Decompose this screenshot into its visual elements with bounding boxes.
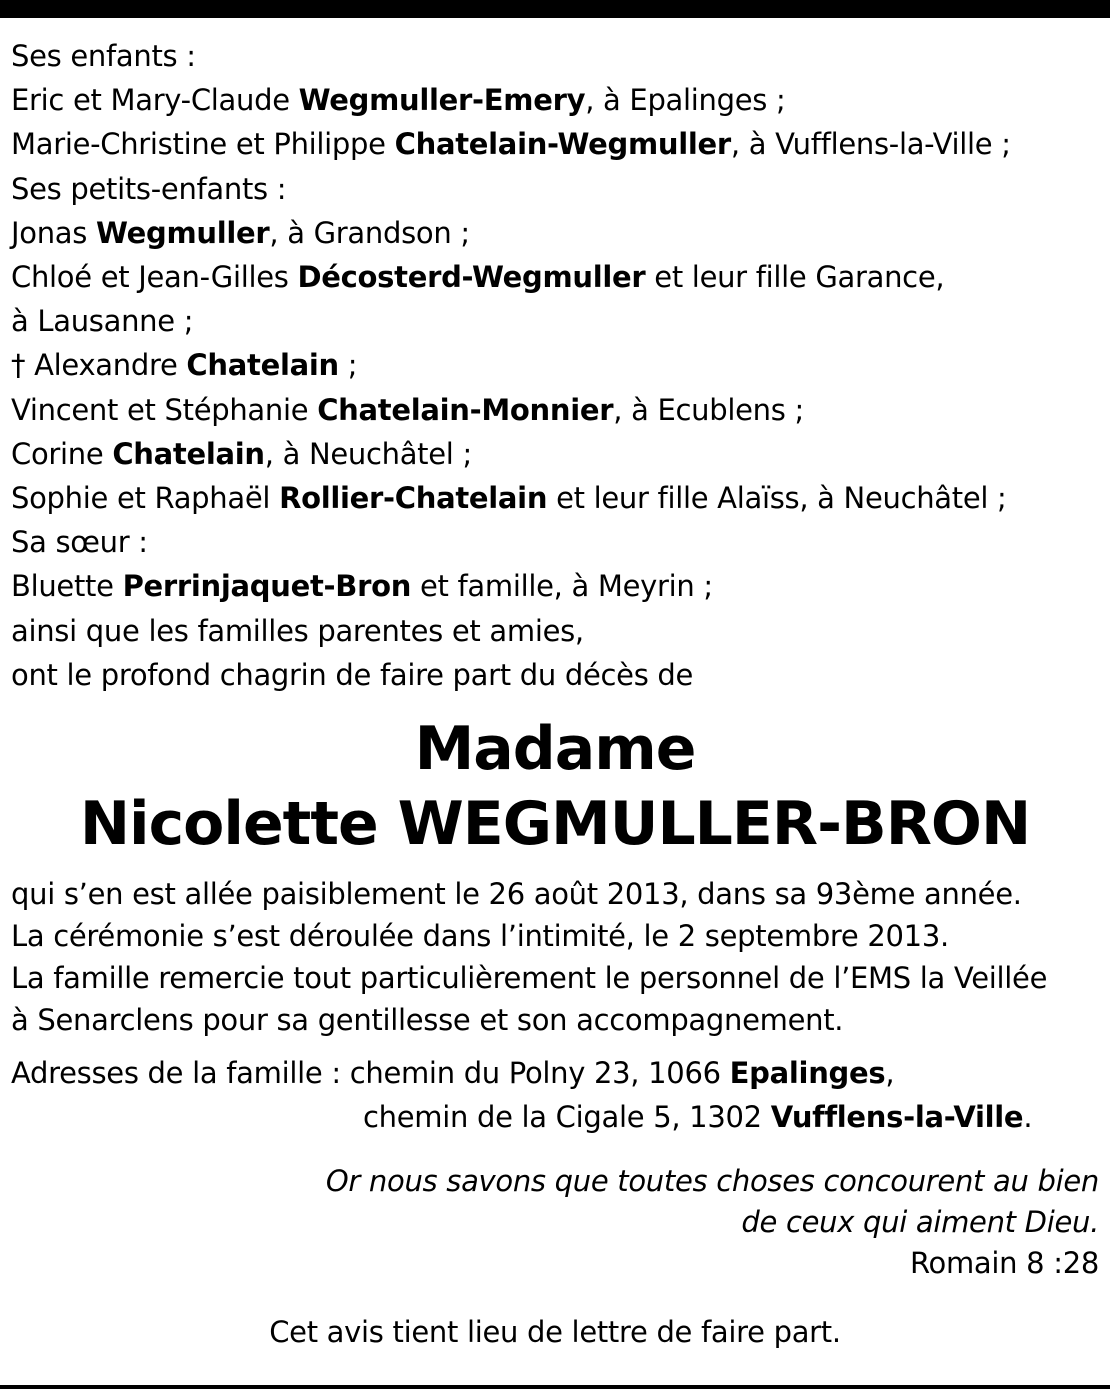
bottom-rule xyxy=(0,1385,1110,1389)
list-item-suffix: et leur fille Alaïss, à Neuchâtel ; xyxy=(547,481,1007,516)
list-item xyxy=(11,564,1099,608)
details-line: à Senarclens pour sa gentillesse et son accompagnement. xyxy=(11,1003,844,1038)
list-item-suffix: , à Ecublens ; xyxy=(613,392,804,427)
address-punctuation: . xyxy=(1023,1100,1033,1135)
family-name: Décosterd-Wegmuller xyxy=(297,260,646,295)
list-item xyxy=(11,78,1099,122)
obituary-notice xyxy=(11,34,1099,1352)
family-name: Wegmuller-Emery xyxy=(298,83,586,118)
list-item-prefix: Sophie et Raphaël xyxy=(11,481,280,516)
list-item-prefix: Chloé et Jean-Gilles xyxy=(11,260,298,295)
bible-verse xyxy=(11,1161,1099,1284)
family-name: Wegmuller xyxy=(95,215,270,250)
family-name: Chatelain-Wegmuller xyxy=(394,127,731,162)
list-item xyxy=(11,211,1099,255)
address-row xyxy=(11,1095,1099,1139)
list-item-prefix: † Alexandre xyxy=(11,348,187,383)
list-item xyxy=(11,255,1099,299)
list-item-prefix: Corine xyxy=(11,436,113,471)
address-city: Epalinges xyxy=(729,1056,886,1091)
address-row xyxy=(11,1051,1099,1095)
closing-note: Cet avis tient lieu de lettre de faire part. xyxy=(269,1315,841,1350)
list-item-prefix: Jonas xyxy=(11,215,96,250)
details-line: La famille remercie tout particulièrement le personnel de l’EMS la Veillée xyxy=(11,961,1048,996)
address-street: chemin de la Cigale 5, 1302 xyxy=(363,1100,771,1135)
family-name: Perrinjaquet-Bron xyxy=(122,569,412,604)
family-name: Chatelain xyxy=(112,436,265,471)
details-paragraph xyxy=(11,873,1099,1041)
list-item-suffix: , à Grandson ; xyxy=(269,215,470,250)
list-item xyxy=(11,432,1099,476)
verse-reference: Romain 8 :28 xyxy=(909,1246,1099,1281)
family-name: Chatelain xyxy=(186,348,339,383)
verse-line: de ceux qui aiment Dieu. xyxy=(741,1205,1099,1240)
list-item-suffix: , à Vufflens-la-Ville ; xyxy=(730,127,1011,162)
others-line: ainsi que les familles parentes et amies, xyxy=(11,613,584,648)
list-item xyxy=(11,122,1099,166)
list-item-prefix: Vincent et Stéphanie xyxy=(11,392,318,427)
address-punctuation: , xyxy=(885,1056,895,1091)
family-addresses xyxy=(11,1051,1099,1139)
family-name: Chatelain-Monnier xyxy=(317,392,614,427)
family-list xyxy=(11,34,1099,697)
list-item-prefix: Marie-Christine et Philippe xyxy=(11,127,395,162)
family-name: Rollier-Chatelain xyxy=(279,481,548,516)
list-item-suffix: , à Neuchâtel ; xyxy=(264,436,472,471)
address-city: Vufflens-la-Ville xyxy=(770,1100,1024,1135)
top-rule xyxy=(0,0,1110,18)
list-item-prefix: Bluette xyxy=(11,569,123,604)
addresses-label: Adresses de la famille : xyxy=(11,1056,350,1091)
list-item-prefix: à Lausanne ; xyxy=(11,304,194,339)
deceased-name: Nicolette WEGMULLER-BRON xyxy=(79,789,1031,860)
details-line: La cérémonie s’est déroulée dans l’intimité, le 2 septembre 2013. xyxy=(11,919,949,954)
list-item-prefix: Eric et Mary-Claude xyxy=(11,83,299,118)
list-item-suffix: et leur fille Garance, xyxy=(645,260,945,295)
grandchildren-label: Ses petits-enfants : xyxy=(11,171,287,206)
deceased-heading xyxy=(11,713,1099,861)
list-item xyxy=(11,388,1099,432)
list-item xyxy=(11,299,1099,343)
sister-label: Sa sœur : xyxy=(11,525,148,560)
list-item xyxy=(11,343,1099,387)
list-item-suffix: , à Epalinges ; xyxy=(585,83,786,118)
list-item xyxy=(11,476,1099,520)
verse-line: Or nous savons que toutes choses concourent au bien xyxy=(325,1164,1099,1199)
list-item-suffix: ; xyxy=(338,348,358,383)
deceased-title: Madame xyxy=(414,714,696,785)
children-label: Ses enfants : xyxy=(11,39,196,73)
details-line: qui s’en est allée paisiblement le 26 août 2013, dans sa 93ème année. xyxy=(11,877,1022,912)
announcement-line: ont le profond chagrin de faire part du décès de xyxy=(11,657,694,692)
address-street: chemin du Polny 23, 1066 xyxy=(349,1056,730,1091)
list-item-suffix: et famille, à Meyrin ; xyxy=(411,569,713,604)
